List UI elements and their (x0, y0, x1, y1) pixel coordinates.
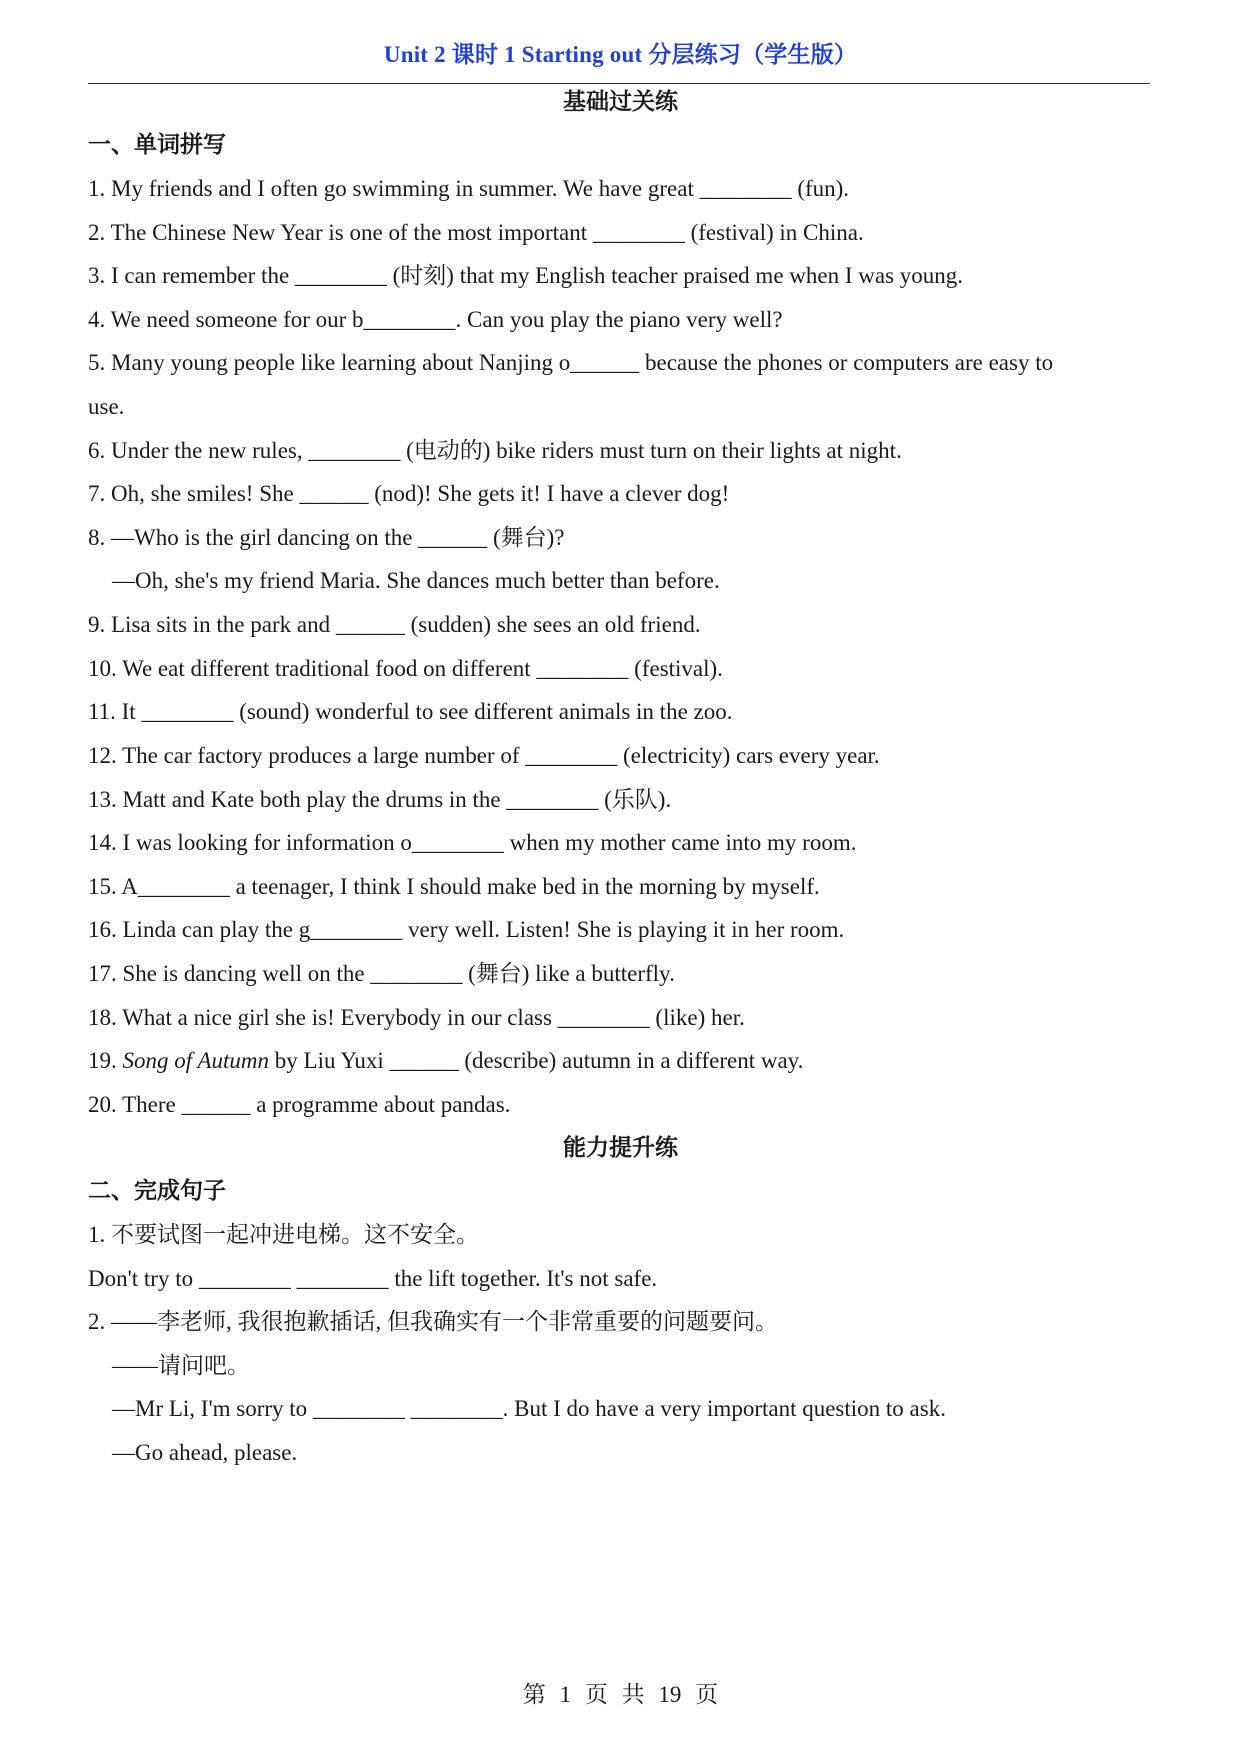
exercise-item: 4. We need someone for our b________. Can you play the piano very well? (88, 307, 783, 332)
item-number: 19. (88, 1048, 123, 1073)
exercise-item: 15. A________ a teenager, I think I should make bed in the morning by myself. (88, 874, 820, 899)
exercise-item: 1. My friends and I often go swimming in summer. We have great ________ (fun). (88, 176, 850, 201)
section-heading-sentences: 二、完成句子 (88, 1178, 226, 1203)
exercise-item: 14. I was looking for information o________ when my mother came into my room. (88, 830, 857, 855)
sentence-reply: —Go ahead, please. (112, 1440, 298, 1465)
section-title-basic: 基础过关练 (563, 89, 678, 114)
exercise-item: 13. Matt and Kate both play the drums in the ________ (乐队). (88, 787, 672, 812)
item-text: by Liu Yuxi ______ (describe) autumn in a different way. (269, 1048, 804, 1073)
exercise-item-reply: —Oh, she's my friend Maria. She dances much better than before. (112, 568, 720, 593)
exercise-item: 8. —Who is the girl dancing on the ______ (舞台)? (88, 525, 565, 550)
exercise-item: 7. Oh, she smiles! She ______ (nod)! She gets it! I have a clever dog! (88, 481, 730, 506)
poem-title: Song of Autumn (122, 1048, 270, 1073)
section-title-advanced: 能力提升练 (563, 1135, 678, 1160)
exercise-item-continuation: use. (88, 394, 125, 419)
exercise-item: 12. The car factory produces a large number of ________ (electricity) cars every year. (88, 743, 880, 768)
exercise-item: 20. There ______ a programme about pandas. (88, 1092, 511, 1117)
exercise-item: 3. I can remember the ________ (时刻) that my English teacher praised me when I was young. (88, 263, 964, 288)
header-divider (88, 83, 1150, 84)
sentence-prompt: 2. ——李老师, 我很抱歉插话, 但我确实有一个非常重要的问题要问。 (88, 1309, 778, 1334)
sentence-prompt-reply: ——请问吧。 (112, 1353, 250, 1378)
exercise-item: 2. The Chinese New Year is one of the most important ________ (festival) in China. (88, 220, 864, 245)
exercise-item: 10. We eat different traditional food on different ________ (festival). (88, 656, 723, 681)
exercise-item: 18. What a nice girl she is! Everybody in our class ________ (like) her. (88, 1005, 745, 1030)
exercise-item: 9. Lisa sits in the park and ______ (sudden) she sees an old friend. (88, 612, 701, 637)
section-heading-spelling: 一、单词拼写 (88, 132, 226, 157)
document-title: Unit 2 课时 1 Starting out 分层练习（学生版） (383, 42, 858, 67)
exercise-item: 6. Under the new rules, ________ (电动的) bike riders must turn on their lights at night. (88, 438, 902, 463)
sentence-blank: —Mr Li, I'm sorry to ________ ________. But I do have a very important question to ask. (112, 1396, 946, 1421)
exercise-item (88, 1046, 803, 1076)
exercise-item: 5. Many young people like learning about Nanjing o______ because the phones or computers are easy to (88, 350, 1054, 375)
exercise-item: 16. Linda can play the g________ very well. Listen! She is playing it in her room. (88, 917, 845, 942)
exercise-item: 17. She is dancing well on the ________ (舞台) like a butterfly. (88, 961, 675, 986)
page-number: 第 1 页 共 19 页 (522, 1682, 719, 1707)
sentence-prompt: 1. 不要试图一起冲进电梯。这不安全。 (88, 1222, 479, 1247)
sentence-blank: Don't try to ________ ________ the lift together. It's not safe. (88, 1266, 658, 1291)
exercise-item: 11. It ________ (sound) wonderful to see different animals in the zoo. (88, 699, 733, 724)
